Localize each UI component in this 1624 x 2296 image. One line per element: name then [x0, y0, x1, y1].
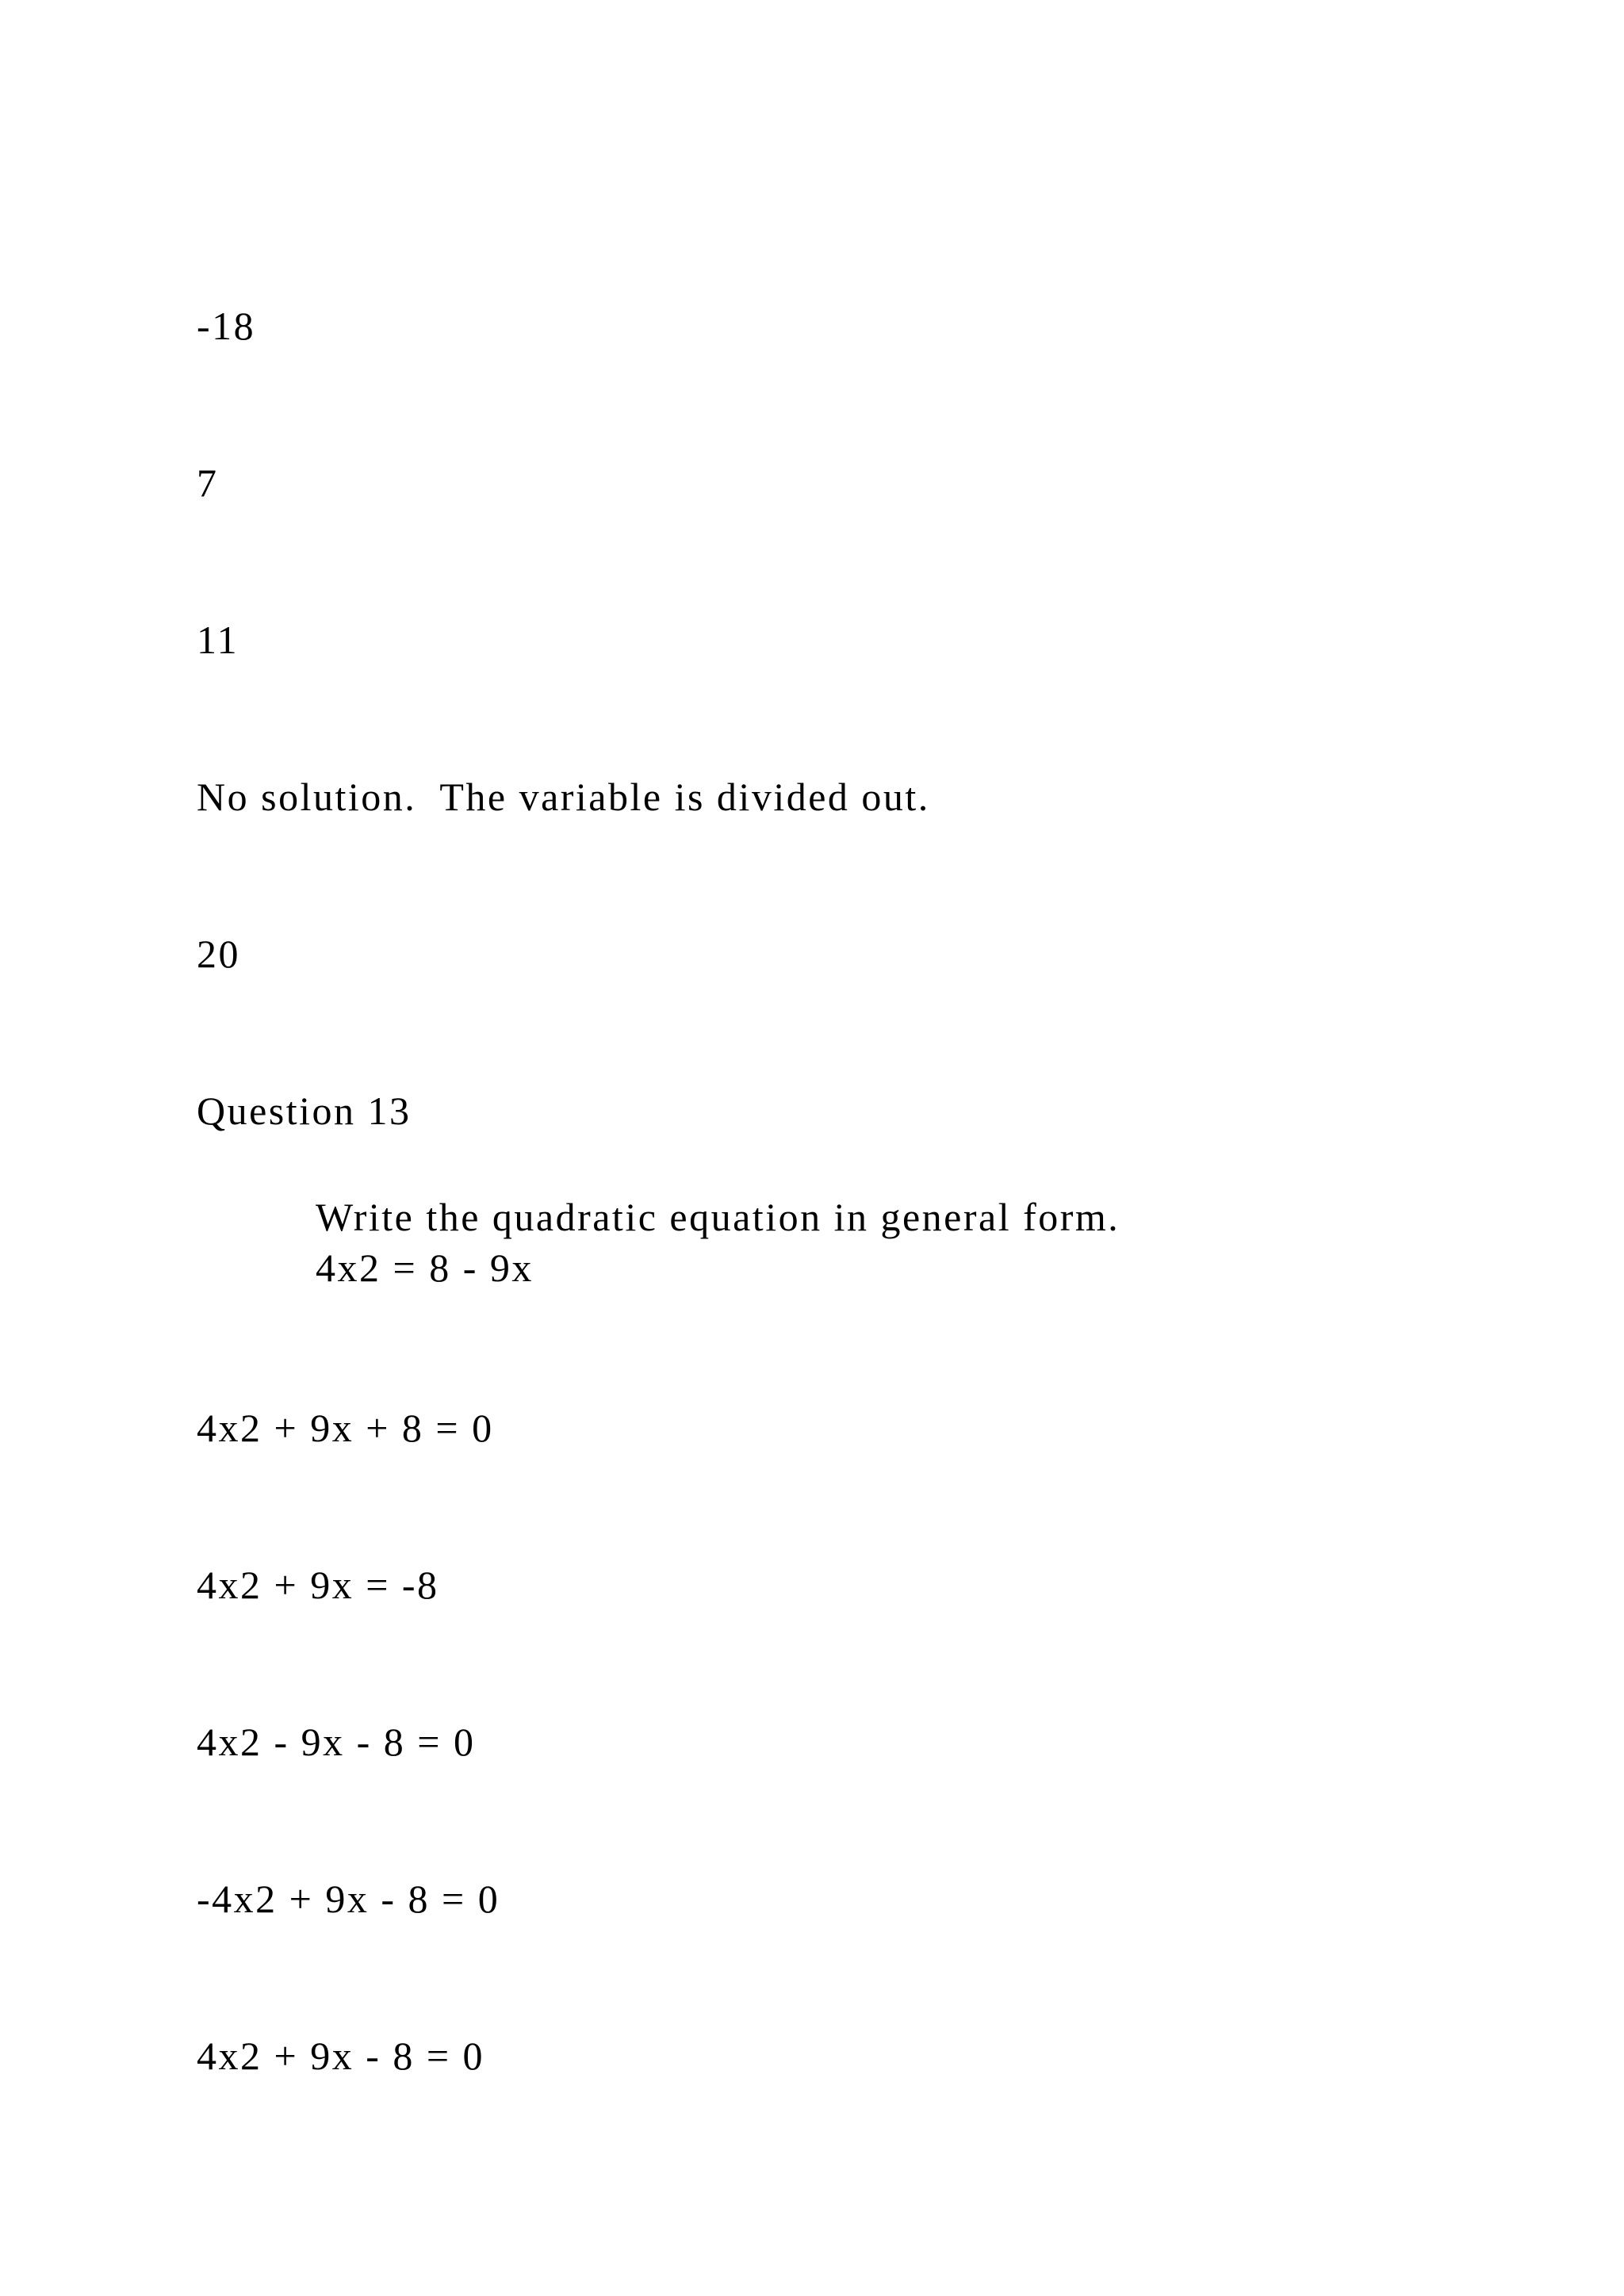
- answer-option: 7: [197, 461, 219, 505]
- answer-option: No solution. The variable is divided out.: [197, 775, 930, 819]
- answer-choice: 4x2 - 9x - 8 = 0: [197, 1720, 476, 1764]
- answer-option: -18: [197, 304, 256, 348]
- answer-option: 11: [197, 618, 239, 662]
- question-prompt: Write the quadratic equation in general form.: [316, 1195, 1120, 1239]
- question-heading: Question 13: [197, 1089, 412, 1133]
- answer-choice: 4x2 + 9x - 8 = 0: [197, 2034, 485, 2078]
- answer-option: 20: [197, 932, 240, 976]
- answer-choice: 4x2 + 9x = -8: [197, 1563, 439, 1607]
- answer-choice: -4x2 + 9x - 8 = 0: [197, 1877, 500, 1921]
- answer-choice: 4x2 + 9x + 8 = 0: [197, 1406, 494, 1450]
- question-equation: 4x2 = 8 - 9x: [316, 1246, 534, 1290]
